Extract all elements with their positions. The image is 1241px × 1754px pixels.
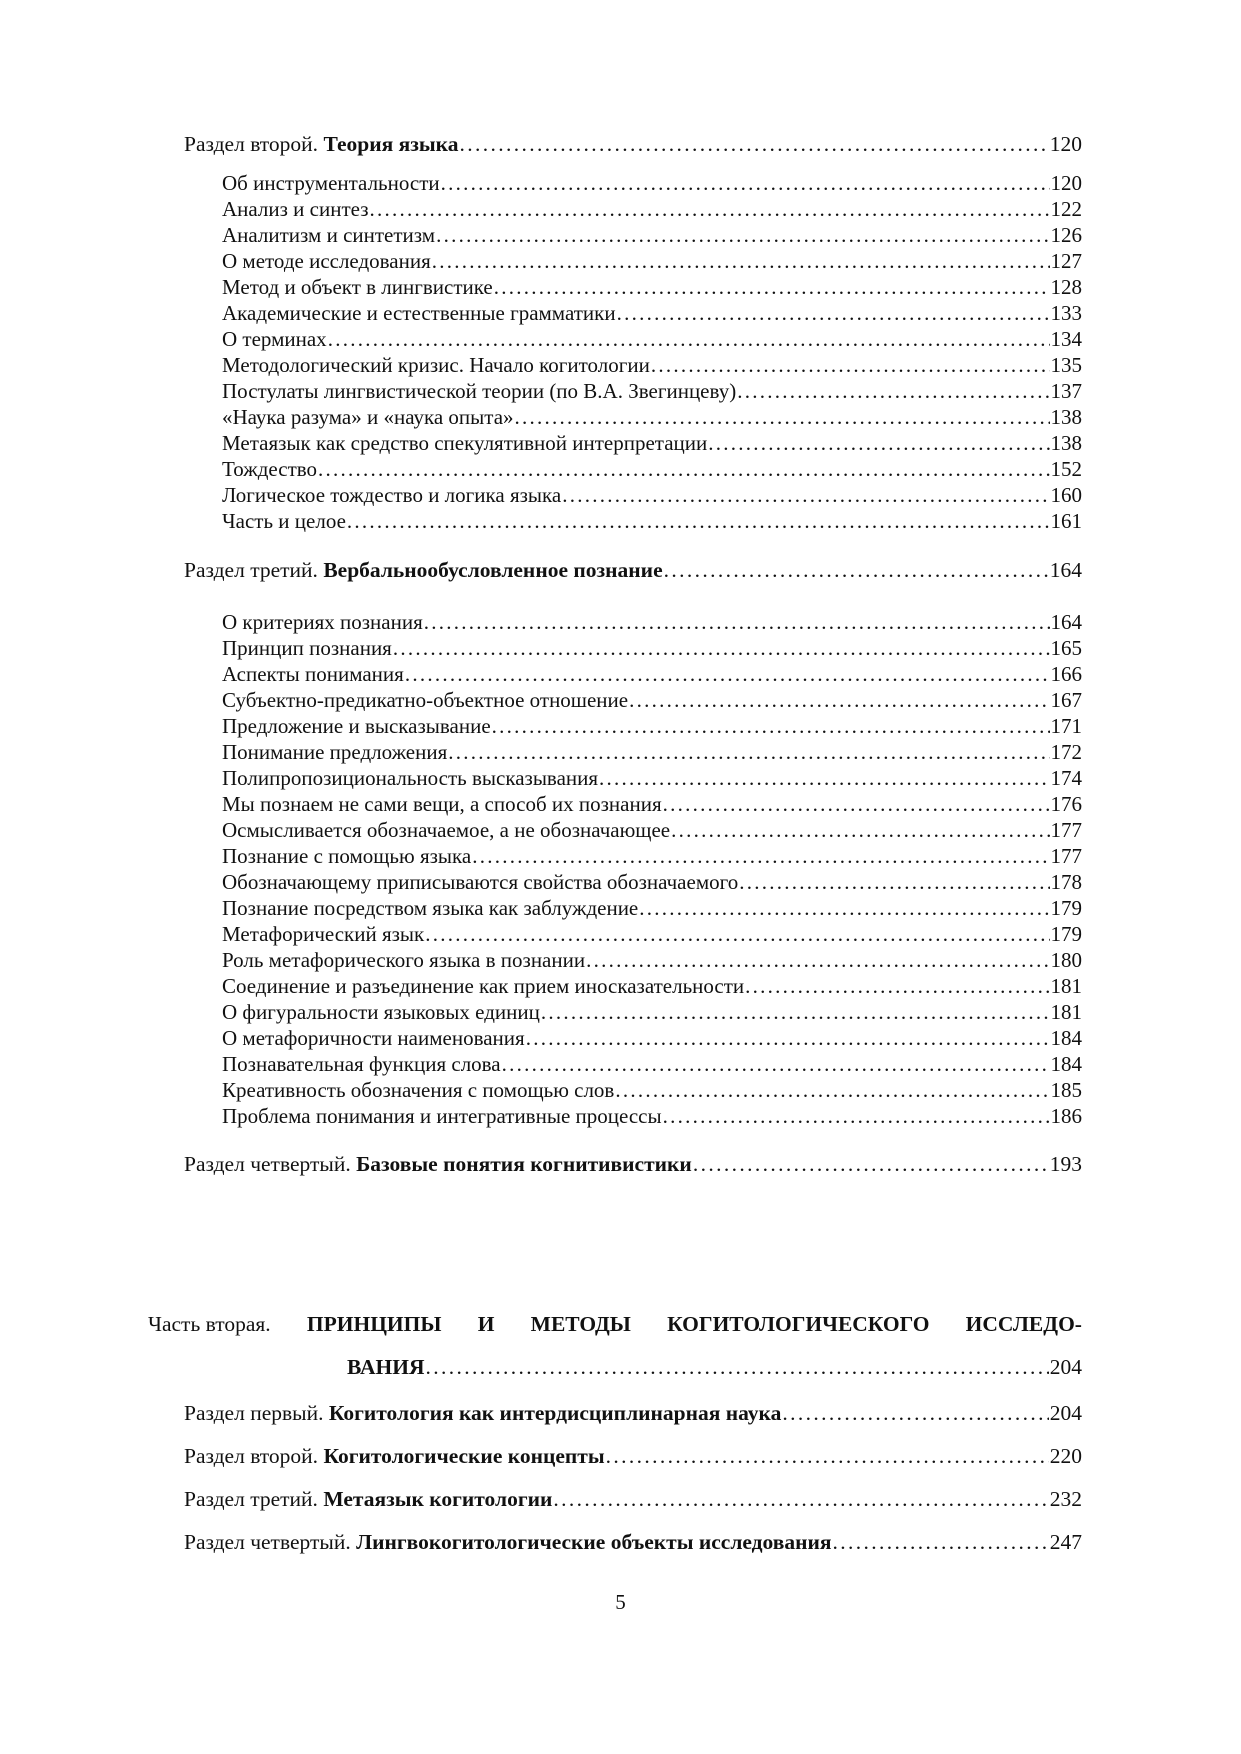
page-ref: 128 bbox=[1050, 275, 1082, 299]
page-ref: 133 bbox=[1050, 301, 1082, 325]
dot-leader bbox=[405, 660, 1050, 688]
page-ref: 160 bbox=[1050, 483, 1082, 507]
section-heading bbox=[184, 130, 1082, 158]
page-ref: 220 bbox=[1049, 1444, 1082, 1468]
page-ref: 164 bbox=[1050, 610, 1082, 634]
toc-entry bbox=[222, 325, 1082, 353]
toc-entry bbox=[222, 660, 1082, 688]
page-ref: 176 bbox=[1050, 792, 1082, 816]
part-title-word: ПРИНЦИПЫ bbox=[306, 1312, 442, 1336]
page-ref: 177 bbox=[1050, 818, 1082, 842]
toc-entry bbox=[222, 351, 1082, 379]
section-prefix: Раздел третий. bbox=[184, 558, 318, 582]
dot-leader bbox=[492, 712, 1050, 740]
toc-entry-title: Тождество bbox=[222, 457, 318, 481]
toc-entry-title: Академические и естественные грамматики bbox=[222, 301, 616, 325]
toc-entry-title: Постулаты лингвистической теории (по В.А. Звегинцеву) bbox=[222, 379, 737, 403]
page-ref: 186 bbox=[1050, 1104, 1082, 1128]
page-ref: 126 bbox=[1050, 223, 1082, 247]
section-heading bbox=[184, 556, 1082, 584]
toc-entry bbox=[222, 169, 1082, 197]
section-heading bbox=[184, 1150, 1082, 1178]
page-ref: 137 bbox=[1050, 379, 1082, 403]
dot-leader bbox=[782, 1399, 1048, 1427]
page-ref: 184 bbox=[1050, 1052, 1082, 1076]
section-heading bbox=[184, 1399, 1082, 1427]
toc-entry-title: О критериях познания bbox=[222, 610, 423, 634]
toc-entry bbox=[222, 738, 1082, 766]
page-ref: 232 bbox=[1049, 1487, 1082, 1511]
dot-leader bbox=[617, 299, 1050, 327]
part-title-cont: ВАНИЯ bbox=[347, 1355, 425, 1379]
page-ref: 179 bbox=[1050, 896, 1082, 920]
toc-entry bbox=[222, 634, 1082, 662]
dot-leader bbox=[424, 608, 1050, 636]
part-title-word: МЕТОДЫ bbox=[530, 1312, 631, 1336]
toc-entry bbox=[222, 686, 1082, 714]
toc-entry bbox=[222, 712, 1082, 740]
dot-leader bbox=[494, 273, 1050, 301]
section-title: Когитология как интердисциплинарная наука bbox=[328, 1401, 782, 1425]
page-ref: 152 bbox=[1050, 457, 1082, 481]
dot-leader bbox=[671, 816, 1049, 844]
page-ref: 180 bbox=[1050, 948, 1082, 972]
page-ref: 165 bbox=[1050, 636, 1082, 660]
dot-leader bbox=[663, 1102, 1050, 1130]
toc-entry-title: Обозначающему приписываются свойства обозначаемого bbox=[222, 870, 739, 894]
dot-leader bbox=[541, 998, 1050, 1026]
dot-leader bbox=[615, 1076, 1049, 1104]
page-ref: 181 bbox=[1050, 1000, 1082, 1024]
dot-leader bbox=[432, 247, 1050, 275]
dot-leader bbox=[370, 195, 1050, 223]
page-ref: 178 bbox=[1050, 870, 1082, 894]
page-ref: 193 bbox=[1049, 1152, 1082, 1176]
toc-entry-title: Креативность обозначения с помощью слов bbox=[222, 1078, 615, 1102]
section-prefix: Раздел первый. bbox=[184, 1401, 324, 1425]
toc-entry-title: Анализ и синтез bbox=[222, 197, 369, 221]
dot-leader bbox=[708, 429, 1049, 457]
dot-leader bbox=[448, 738, 1049, 766]
toc-entry-title: Познание с помощью языка bbox=[222, 844, 472, 868]
section-title: Базовые понятия когнитивистики bbox=[356, 1152, 692, 1176]
section-prefix: Раздел четвертый. bbox=[184, 1530, 351, 1554]
section-prefix: Раздел третий. bbox=[184, 1487, 318, 1511]
dot-leader bbox=[426, 1353, 1049, 1381]
dot-leader bbox=[425, 920, 1049, 948]
dot-leader bbox=[393, 634, 1050, 662]
page-ref: 166 bbox=[1050, 662, 1082, 686]
toc-entry-title: О метафоричности наименования bbox=[222, 1026, 525, 1050]
toc-entry-title: Субъектно-предикатно-объектное отношение bbox=[222, 688, 629, 712]
section-title: Лингвокогитологические объекты исследования bbox=[356, 1530, 832, 1554]
page-ref: 171 bbox=[1050, 714, 1082, 738]
toc-entry-title: Познавательная функция слова bbox=[222, 1052, 501, 1076]
page-ref: 135 bbox=[1050, 353, 1082, 377]
section-heading bbox=[184, 1528, 1082, 1556]
page-ref: 167 bbox=[1050, 688, 1082, 712]
section-title: Когитологические концепты bbox=[323, 1444, 605, 1468]
toc-entry-title: О методе исследования bbox=[222, 249, 431, 273]
toc-entry-title: Принцип познания bbox=[222, 636, 392, 660]
part-title-word: И bbox=[477, 1312, 495, 1336]
part-title-word: ИССЛЕДО- bbox=[965, 1312, 1082, 1336]
toc-entry-title: Соединение и разъединение как прием иносказательности bbox=[222, 974, 745, 998]
toc-entry bbox=[222, 273, 1082, 301]
toc-entry bbox=[222, 998, 1082, 1026]
page-ref: 247 bbox=[1049, 1530, 1082, 1554]
toc-entry-title: Проблема понимания и интегративные процессы bbox=[222, 1104, 662, 1128]
page-ref: 184 bbox=[1050, 1026, 1082, 1050]
dot-leader bbox=[459, 130, 1048, 158]
page-ref: 177 bbox=[1050, 844, 1082, 868]
toc-entry bbox=[222, 972, 1082, 1000]
toc-entry bbox=[222, 221, 1082, 249]
dot-leader bbox=[526, 1024, 1050, 1052]
page-ref: 122 bbox=[1050, 197, 1082, 221]
toc-entry bbox=[222, 790, 1082, 818]
part-heading bbox=[148, 1310, 1082, 1338]
toc-entry-title: Осмысливается обозначаемое, а не обозначающее bbox=[222, 818, 671, 842]
section-prefix: Раздел второй. bbox=[184, 132, 319, 156]
toc-entry bbox=[222, 455, 1082, 483]
toc-entry-title: Понимание предложения bbox=[222, 740, 448, 764]
toc-entry bbox=[222, 1076, 1082, 1104]
toc-entry bbox=[222, 920, 1082, 948]
toc-entry-title: Часть и целое bbox=[222, 509, 346, 533]
toc-entry-title: Логическое тождество и логика языка bbox=[222, 483, 562, 507]
dot-leader bbox=[651, 351, 1050, 379]
toc-entry-title: Мы познаем не сами вещи, а способ их познания bbox=[222, 792, 662, 816]
dot-leader bbox=[745, 972, 1049, 1000]
toc-entry-title: Роль метафорического языка в познании bbox=[222, 948, 586, 972]
toc-entry bbox=[222, 507, 1082, 535]
page-ref: 204 bbox=[1049, 1355, 1082, 1379]
page-ref: 204 bbox=[1049, 1401, 1082, 1425]
part-heading-continuation bbox=[347, 1353, 1082, 1381]
toc-entry bbox=[222, 429, 1082, 457]
dot-leader bbox=[318, 455, 1049, 483]
section-title: Метаязык когитологии bbox=[323, 1487, 553, 1511]
page-ref: 138 bbox=[1050, 405, 1082, 429]
page-ref: 164 bbox=[1049, 558, 1082, 582]
section-title: Теория языка bbox=[323, 132, 459, 156]
page-ref: 138 bbox=[1050, 431, 1082, 455]
section-prefix: Раздел второй. bbox=[184, 1444, 319, 1468]
part-prefix: Часть вторая. bbox=[148, 1312, 271, 1336]
toc-entry-title: Полипропозициональность высказывания bbox=[222, 766, 599, 790]
page-ref: 120 bbox=[1050, 171, 1082, 195]
toc-entry bbox=[222, 764, 1082, 792]
toc-entry-title: Аспекты понимания bbox=[222, 662, 404, 686]
toc-entry bbox=[222, 403, 1082, 431]
dot-leader bbox=[441, 169, 1050, 197]
dot-leader bbox=[639, 894, 1049, 922]
toc-entry bbox=[222, 608, 1082, 636]
dot-leader bbox=[515, 403, 1050, 431]
dot-leader bbox=[472, 842, 1049, 870]
toc-entry-title: Метафорический язык bbox=[222, 922, 425, 946]
page-ref: 161 bbox=[1050, 509, 1082, 533]
toc-entry-title: Предложение и высказывание bbox=[222, 714, 491, 738]
page-ref: 134 bbox=[1050, 327, 1082, 351]
toc-entry-title: Познание посредством языка как заблуждение bbox=[222, 896, 639, 920]
toc-entry bbox=[222, 377, 1082, 405]
toc-entry-title: О терминах bbox=[222, 327, 327, 351]
part-title-word: КОГИТОЛОГИЧЕСКОГО bbox=[667, 1312, 930, 1336]
page-ref: 181 bbox=[1050, 974, 1082, 998]
toc-entry bbox=[222, 816, 1082, 844]
dot-leader bbox=[553, 1485, 1048, 1513]
page-ref: 179 bbox=[1050, 922, 1082, 946]
toc-entry-title: Об инструментальности bbox=[222, 171, 440, 195]
dot-leader bbox=[739, 868, 1049, 896]
toc-entry bbox=[222, 1050, 1082, 1078]
dot-leader bbox=[664, 556, 1049, 584]
dot-leader bbox=[502, 1050, 1050, 1078]
toc-entry bbox=[222, 1102, 1082, 1130]
dot-leader bbox=[606, 1442, 1049, 1470]
toc-entry-title: «Наука разума» и «наука опыта» bbox=[222, 405, 514, 429]
section-heading bbox=[184, 1485, 1082, 1513]
page-ref: 174 bbox=[1050, 766, 1082, 790]
dot-leader bbox=[737, 377, 1049, 405]
page-number: 5 bbox=[615, 1590, 626, 1614]
dot-leader bbox=[562, 481, 1049, 509]
dot-leader bbox=[693, 1150, 1049, 1178]
toc-entry bbox=[222, 195, 1082, 223]
toc-entry-title: Методологический кризис. Начало когитологии bbox=[222, 353, 650, 377]
toc-entry bbox=[222, 868, 1082, 896]
toc-entry-title: О фигуральности языковых единиц bbox=[222, 1000, 540, 1024]
dot-leader bbox=[663, 790, 1050, 818]
section-title: Вербальнообусловленное познание bbox=[323, 558, 663, 582]
dot-leader bbox=[629, 686, 1049, 714]
section-prefix: Раздел четвертый. bbox=[184, 1152, 351, 1176]
toc-entry-title: Аналитизм и синтетизм bbox=[222, 223, 436, 247]
page-ref: 185 bbox=[1050, 1078, 1082, 1102]
page-ref: 127 bbox=[1050, 249, 1082, 273]
section-heading bbox=[184, 1442, 1082, 1470]
toc-entry bbox=[222, 894, 1082, 922]
dot-leader bbox=[599, 764, 1049, 792]
toc-entry bbox=[222, 299, 1082, 327]
toc-entry-title: Метод и объект в лингвистике bbox=[222, 275, 493, 299]
dot-leader bbox=[586, 946, 1049, 974]
page-ref: 120 bbox=[1049, 132, 1082, 156]
dot-leader bbox=[328, 325, 1050, 353]
toc-entry bbox=[222, 842, 1082, 870]
toc-entry bbox=[222, 1024, 1082, 1052]
page-ref: 172 bbox=[1050, 740, 1082, 764]
toc-entry bbox=[222, 946, 1082, 974]
dot-leader bbox=[347, 507, 1050, 535]
dot-leader bbox=[833, 1528, 1049, 1556]
toc-entry bbox=[222, 481, 1082, 509]
toc-entry-title: Метаязык как средство спекулятивной интерпретации bbox=[222, 431, 708, 455]
toc-entry bbox=[222, 247, 1082, 275]
dot-leader bbox=[436, 221, 1049, 249]
